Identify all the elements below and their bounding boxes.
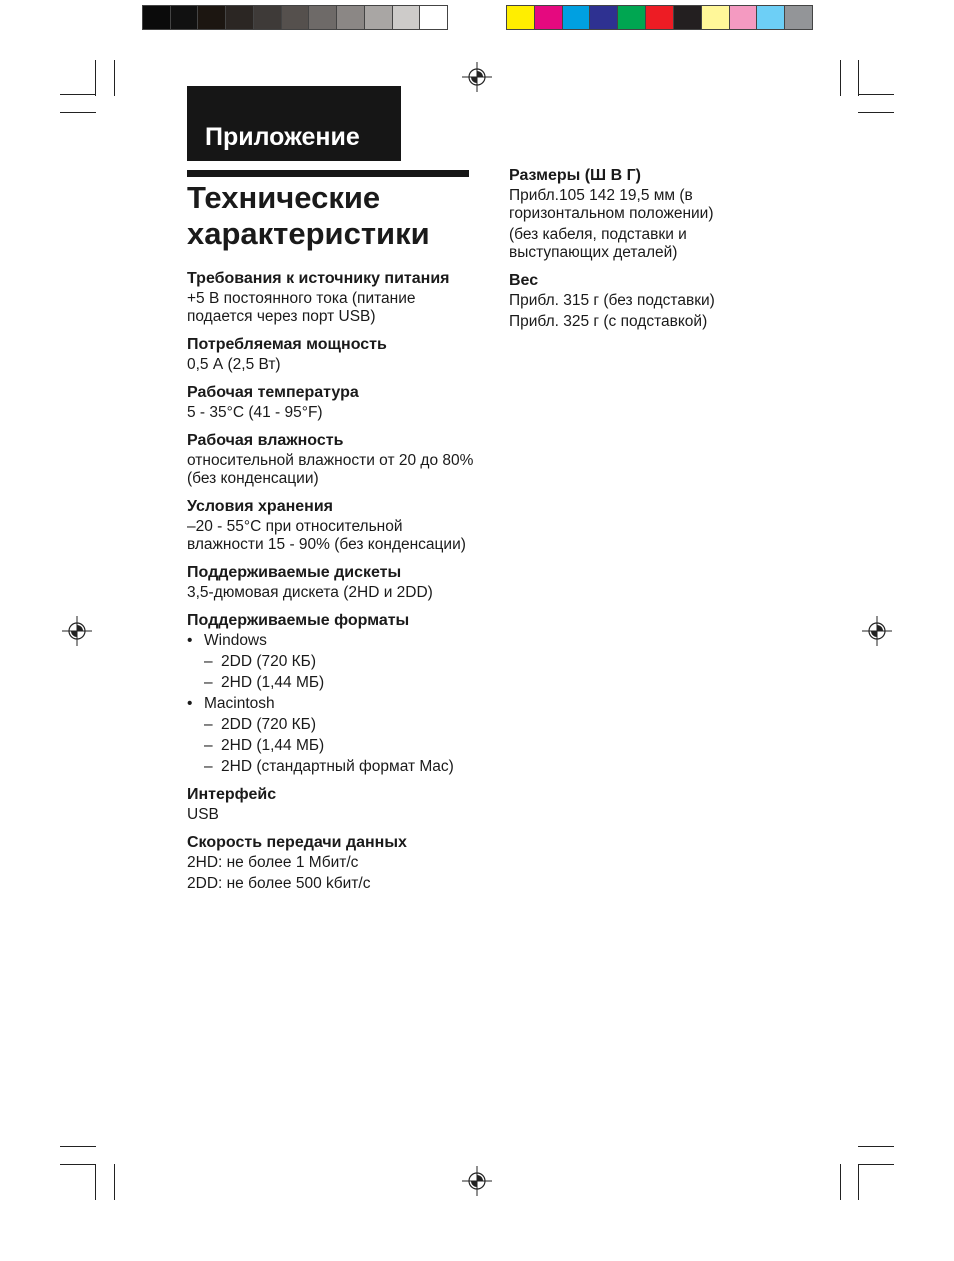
spec-heading: Скорость передачи данных [187, 834, 407, 851]
color-swatch [674, 6, 702, 29]
color-swatch [254, 6, 282, 29]
format-sublist-item: – 2HD (стандартный формат Mac) [187, 758, 477, 776]
spec-value: Прибл. 325 г (с подставкой) [509, 313, 708, 330]
format-sublist-item: – 2DD (720 КБ) [187, 653, 477, 671]
spec-section [187, 431, 477, 488]
spec-value: –20 - 55°C при относительной влажности 15 - 90% (без конденсации) [187, 518, 466, 553]
spec-section [187, 335, 477, 374]
page-title: Технические характеристики [187, 180, 430, 251]
registration-mark-icon [62, 616, 92, 646]
color-swatch [563, 6, 591, 29]
spec-value: USB [187, 806, 219, 823]
color-swatch [618, 6, 646, 29]
format-sublist-item: – 2DD (720 КБ) [187, 716, 477, 734]
color-calibration-bar [506, 5, 813, 30]
registration-mark-icon [862, 616, 892, 646]
title-rule [187, 170, 469, 177]
color-swatch [171, 6, 199, 29]
spec-section [187, 383, 477, 422]
spec-value: 2DD: не более 500 kбит/с [187, 875, 371, 892]
spec-heading: Поддерживаемые дискеты [187, 564, 402, 581]
spec-section [509, 271, 779, 331]
spec-value: Прибл. 315 г (без подставки) [509, 292, 715, 309]
spec-heading: Требования к источнику питания [187, 270, 450, 287]
color-swatch [420, 6, 447, 29]
color-swatch [757, 6, 785, 29]
spec-heading: Размеры (Ш В Г) [509, 167, 641, 184]
spec-value: Прибл.105 142 19,5 мм (в горизонтальном положении) [509, 187, 714, 222]
spec-section [187, 833, 477, 893]
spec-heading: Рабочая влажность [187, 432, 344, 449]
grayscale-calibration-bar [142, 5, 448, 30]
color-swatch [507, 6, 535, 29]
spec-heading: Рабочая температура [187, 384, 359, 401]
format-list-item: • Macintosh [187, 695, 477, 713]
color-swatch [337, 6, 365, 29]
spec-value: +5 В постоянного тока (питание подается через порт USB) [187, 290, 416, 325]
color-swatch [590, 6, 618, 29]
section-header-box [187, 86, 401, 161]
spec-section [187, 611, 477, 776]
spec-value: 0,5 А (2,5 Вт) [187, 356, 281, 373]
color-swatch [143, 6, 171, 29]
spec-section [187, 269, 477, 326]
specs-right-column [509, 166, 779, 340]
spec-heading: Потребляемая мощность [187, 336, 387, 353]
spec-section [187, 563, 477, 602]
color-swatch [365, 6, 393, 29]
format-list [187, 632, 477, 776]
format-sublist-item: – 2HD (1,44 МБ) [187, 674, 477, 692]
spec-heading: Поддерживаемые форматы [187, 612, 410, 629]
spec-section [187, 497, 477, 554]
color-swatch [198, 6, 226, 29]
spec-heading: Вес [509, 272, 539, 289]
color-swatch [393, 6, 421, 29]
registration-mark-icon [462, 62, 492, 92]
format-sublist-item: – 2HD (1,44 МБ) [187, 737, 477, 755]
registration-mark-icon [462, 1166, 492, 1196]
spec-value: 3,5-дюмовая дискета (2HD и 2DD) [187, 584, 433, 601]
spec-value: относительной влажности от 20 до 80% (без конденсации) [187, 452, 474, 487]
spec-heading: Интерфейс [187, 786, 277, 803]
section-label: Приложение [205, 123, 360, 151]
color-swatch [309, 6, 337, 29]
color-swatch [702, 6, 730, 29]
format-list-item: • Windows [187, 632, 477, 650]
spec-value: 2HD: не более 1 Мбит/с [187, 854, 359, 871]
spec-section [187, 785, 477, 824]
color-swatch [535, 6, 563, 29]
spec-value: 5 - 35°C (41 - 95°F) [187, 404, 323, 421]
color-swatch [785, 6, 812, 29]
spec-value: (без кабеля, подставки и выступающих деталей) [509, 226, 687, 261]
color-swatch [282, 6, 310, 29]
color-swatch [226, 6, 254, 29]
spec-section [509, 166, 779, 262]
color-swatch [730, 6, 758, 29]
specs-left-column [187, 269, 477, 902]
color-swatch [646, 6, 674, 29]
spec-heading: Условия хранения [187, 498, 333, 515]
